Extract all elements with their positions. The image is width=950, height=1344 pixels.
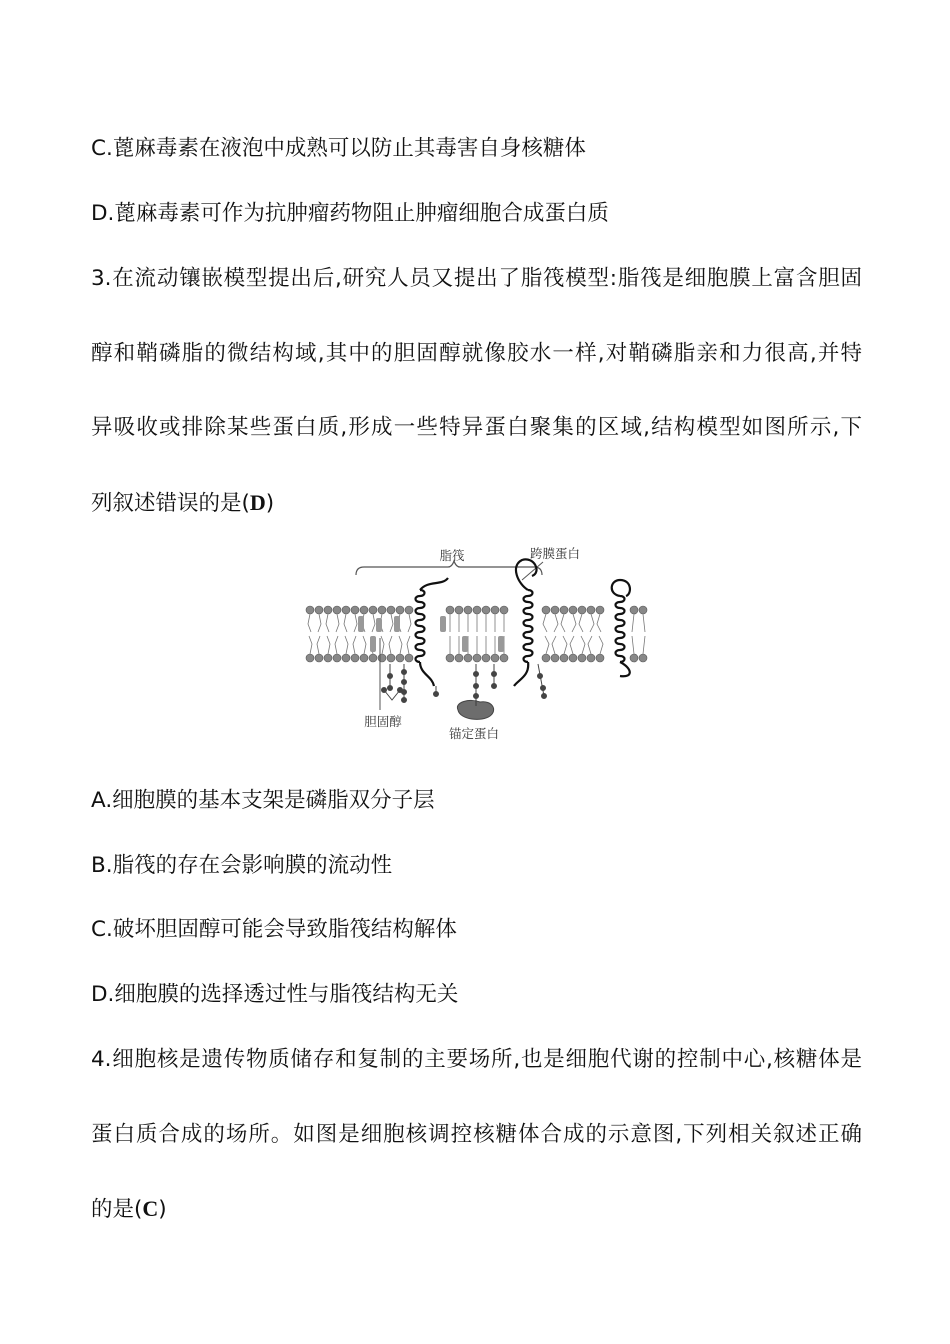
q3-option-b: B.脂筏的存在会影响膜的流动性	[91, 853, 393, 878]
q3-option-d: D.细胞膜的选择透过性与脂筏结构无关	[91, 982, 459, 1007]
q3-stem-line-2: 醇和鞘磷脂的微结构域,其中的胆固醇就像胶水一样,对鞘磷脂亲和力很高,并特	[91, 341, 862, 366]
label-lipid-raft: 脂筏	[439, 548, 465, 563]
lipid-raft-bracket	[356, 561, 542, 575]
bilayer-top-leaflet	[306, 606, 647, 614]
q4-stem-tail: 的是(	[91, 1197, 143, 1222]
q3-stem-line-3: 异吸收或排除某些蛋白质,形成一些特异蛋白聚集的区域,结构模型如图所示,下	[91, 415, 862, 440]
q3-option-a: A.细胞膜的基本支架是磷脂双分子层	[91, 788, 435, 813]
q4-close-paren: )	[158, 1197, 167, 1222]
label-anchor-protein: 锚定蛋白	[448, 726, 500, 741]
label-cholesterol: 胆固醇	[364, 714, 402, 729]
q4-stem-line-3	[91, 1194, 862, 1225]
label-transmembrane-protein: 跨膜蛋白	[530, 546, 581, 561]
glycans	[382, 664, 547, 704]
lipid-raft-diagram	[300, 540, 652, 750]
pointer-transmembrane	[522, 562, 543, 580]
q3-answer: D	[249, 490, 266, 515]
q3-close-paren: )	[265, 491, 275, 516]
q4-stem-line-2: 蛋白质合成的场所。如图是细胞核调控核糖体合成的示意图,下列相关叙述正确	[91, 1122, 862, 1147]
q3-stem-tail: 列叙述错误的是(	[91, 491, 250, 516]
q4-answer: C	[142, 1196, 159, 1221]
q2-option-d: D.蓖麻毒素可作为抗肿瘤药物阻止肿瘤细胞合成蛋白质	[91, 201, 609, 226]
q4-stem-line-1: 4.细胞核是遗传物质储存和复制的主要场所,也是细胞代谢的控制中心,核糖体是	[91, 1047, 862, 1072]
q3-stem-line-1: 3.在流动镶嵌模型提出后,研究人员又提出了脂筏模型:脂筏是细胞膜上富含胆固	[91, 266, 862, 291]
q3-option-c: C.破坏胆固醇可能会导致脂筏结构解体	[91, 917, 457, 942]
q3-stem-line-4	[91, 488, 862, 519]
bilayer-bottom-leaflet	[306, 654, 647, 662]
q2-option-c: C.蓖麻毒素在液泡中成熟可以防止其毒害自身核糖体	[91, 136, 586, 161]
